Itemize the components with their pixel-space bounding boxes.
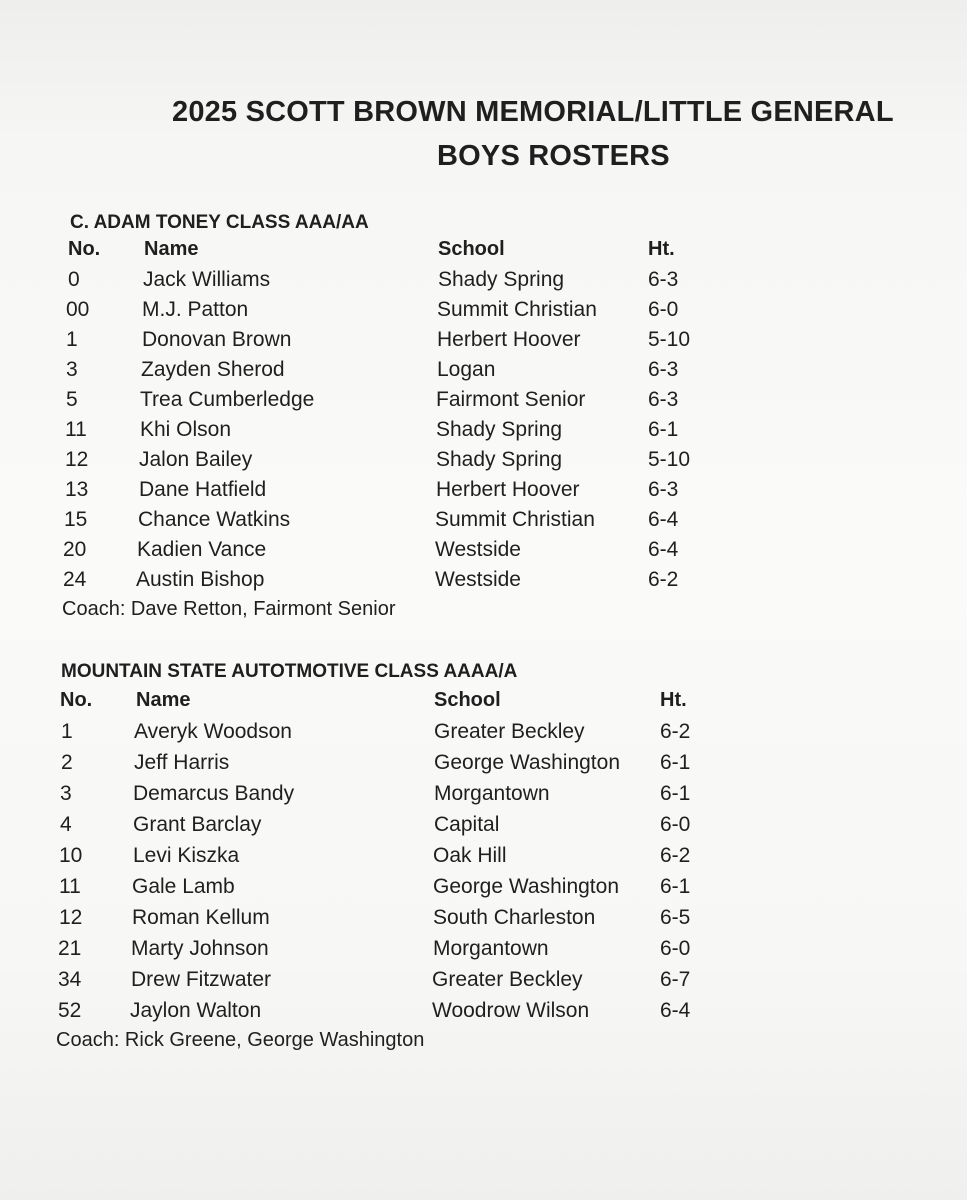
player-no: 10 [59, 844, 83, 867]
player-name: Kadien Vance [137, 538, 267, 561]
player-height: 6-1 [648, 418, 679, 441]
player-school: Oak Hill [433, 844, 507, 867]
column-header-name: Name [144, 238, 199, 260]
player-height: 6-7 [660, 968, 691, 991]
player-no: 4 [60, 813, 72, 836]
table-row [0, 448, 967, 478]
player-name: Drew Fitzwater [131, 968, 272, 991]
player-no: 1 [66, 328, 78, 351]
player-name: Austin Bishop [136, 568, 265, 591]
player-school: Shady Spring [436, 418, 563, 441]
table-row [0, 751, 967, 781]
player-height: 6-2 [648, 568, 679, 591]
player-school: Summit Christian [437, 298, 597, 321]
table-row [0, 968, 967, 998]
player-school: Westside [435, 568, 521, 591]
column-header-row [0, 689, 967, 719]
player-name: Levi Kiszka [133, 844, 240, 867]
player-no: 5 [66, 388, 78, 411]
player-no: 00 [66, 298, 90, 321]
player-name: Chance Watkins [138, 508, 291, 531]
player-school: George Washington [434, 751, 620, 774]
player-name: Zayden Sherod [141, 358, 285, 381]
player-name: Gale Lamb [132, 875, 235, 898]
player-school: Westside [435, 538, 521, 561]
player-school: Capital [434, 813, 500, 836]
player-height: 6-1 [660, 751, 691, 774]
table-row [0, 813, 967, 843]
player-height: 5-10 [648, 328, 691, 351]
column-header-row [0, 238, 967, 268]
player-height: 6-5 [660, 906, 691, 929]
player-name: Marty Johnson [131, 937, 269, 960]
table-row [0, 508, 967, 538]
player-no: 11 [65, 418, 87, 441]
player-school: Logan [437, 358, 496, 381]
player-school: Woodrow Wilson [432, 999, 590, 1022]
player-school: Fairmont Senior [436, 388, 586, 411]
player-school: Herbert Hoover [436, 478, 580, 501]
player-height: 6-3 [648, 268, 679, 291]
player-school: Morgantown [434, 782, 550, 805]
player-name: Averyk Woodson [134, 720, 292, 743]
player-height: 6-2 [660, 720, 691, 743]
player-height: 6-4 [660, 999, 691, 1022]
table-row [0, 568, 967, 598]
column-header-no: No. [68, 238, 101, 260]
table-row [0, 999, 967, 1029]
player-school: Shady Spring [438, 268, 565, 291]
table-row [0, 478, 967, 508]
player-school: Shady Spring [436, 448, 563, 471]
player-height: 6-2 [660, 844, 691, 867]
player-height: 6-4 [648, 508, 679, 531]
table-row [0, 937, 967, 967]
player-school: South Charleston [433, 906, 596, 929]
table-row [0, 844, 967, 874]
player-height: 6-0 [660, 937, 691, 960]
player-school: Greater Beckley [432, 968, 583, 991]
player-no: 20 [63, 538, 87, 561]
table-row [0, 906, 967, 936]
player-no: 12 [65, 448, 89, 471]
player-height: 5-10 [648, 448, 691, 471]
coach-line: Coach: Rick Greene, George Washington [56, 1029, 425, 1051]
player-name: Dane Hatfield [139, 478, 267, 501]
section-heading: C. ADAM TONEY CLASS AAA/AA [70, 212, 369, 233]
player-name: Jack Williams [143, 268, 271, 291]
player-height: 6-0 [648, 298, 679, 321]
player-no: 15 [64, 508, 88, 531]
player-height: 6-3 [648, 388, 679, 411]
player-school: Summit Christian [435, 508, 595, 531]
column-header-school: School [434, 689, 501, 711]
player-name: Jeff Harris [134, 751, 230, 774]
player-no: 12 [59, 906, 83, 929]
player-no: 0 [68, 268, 80, 291]
player-no: 3 [60, 782, 72, 805]
table-row [0, 418, 967, 448]
player-name: Donovan Brown [142, 328, 292, 351]
player-height: 6-3 [648, 358, 679, 381]
player-name: Khi Olson [140, 418, 232, 441]
table-row [0, 358, 967, 388]
table-row [0, 538, 967, 568]
player-name: Jalon Bailey [139, 448, 253, 471]
table-row [0, 875, 967, 905]
section-heading: MOUNTAIN STATE AUTOTMOTIVE CLASS AAAA/A [61, 661, 518, 682]
player-no: 52 [58, 999, 82, 1022]
player-height: 6-1 [660, 782, 691, 805]
player-no: 3 [66, 358, 78, 381]
player-no: 13 [65, 478, 89, 501]
table-row [0, 782, 967, 812]
player-no: 11 [59, 875, 81, 898]
player-height: 6-4 [648, 538, 679, 561]
player-name: Grant Barclay [133, 813, 262, 836]
player-no: 34 [58, 968, 82, 991]
table-row [0, 388, 967, 418]
column-header-no: No. [60, 689, 93, 711]
player-school: Herbert Hoover [437, 328, 581, 351]
player-name: Roman Kellum [132, 906, 270, 929]
player-school: George Washington [433, 875, 619, 898]
table-row [0, 268, 967, 298]
player-height: 6-3 [648, 478, 679, 501]
player-no: 21 [58, 937, 82, 960]
table-row [0, 298, 967, 328]
player-height: 6-1 [660, 875, 691, 898]
player-school: Greater Beckley [434, 720, 585, 743]
player-name: M.J. Patton [142, 298, 249, 321]
column-header-name: Name [136, 689, 191, 711]
player-school: Morgantown [433, 937, 549, 960]
table-row [0, 720, 967, 750]
player-name: Trea Cumberledge [140, 388, 315, 411]
player-no: 24 [63, 568, 87, 591]
column-header-ht: Ht. [648, 238, 675, 260]
player-height: 6-0 [660, 813, 691, 836]
player-no: 2 [61, 751, 73, 774]
player-no: 1 [61, 720, 73, 743]
player-name: Jaylon Walton [130, 999, 262, 1022]
document-subtitle: BOYS ROSTERS [437, 140, 670, 172]
column-header-ht: Ht. [660, 689, 687, 711]
document-title: 2025 SCOTT BROWN MEMORIAL/LITTLE GENERAL [172, 96, 894, 128]
column-header-school: School [438, 238, 505, 260]
player-name: Demarcus Bandy [133, 782, 295, 805]
table-row [0, 328, 967, 358]
coach-line: Coach: Dave Retton, Fairmont Senior [62, 598, 396, 620]
